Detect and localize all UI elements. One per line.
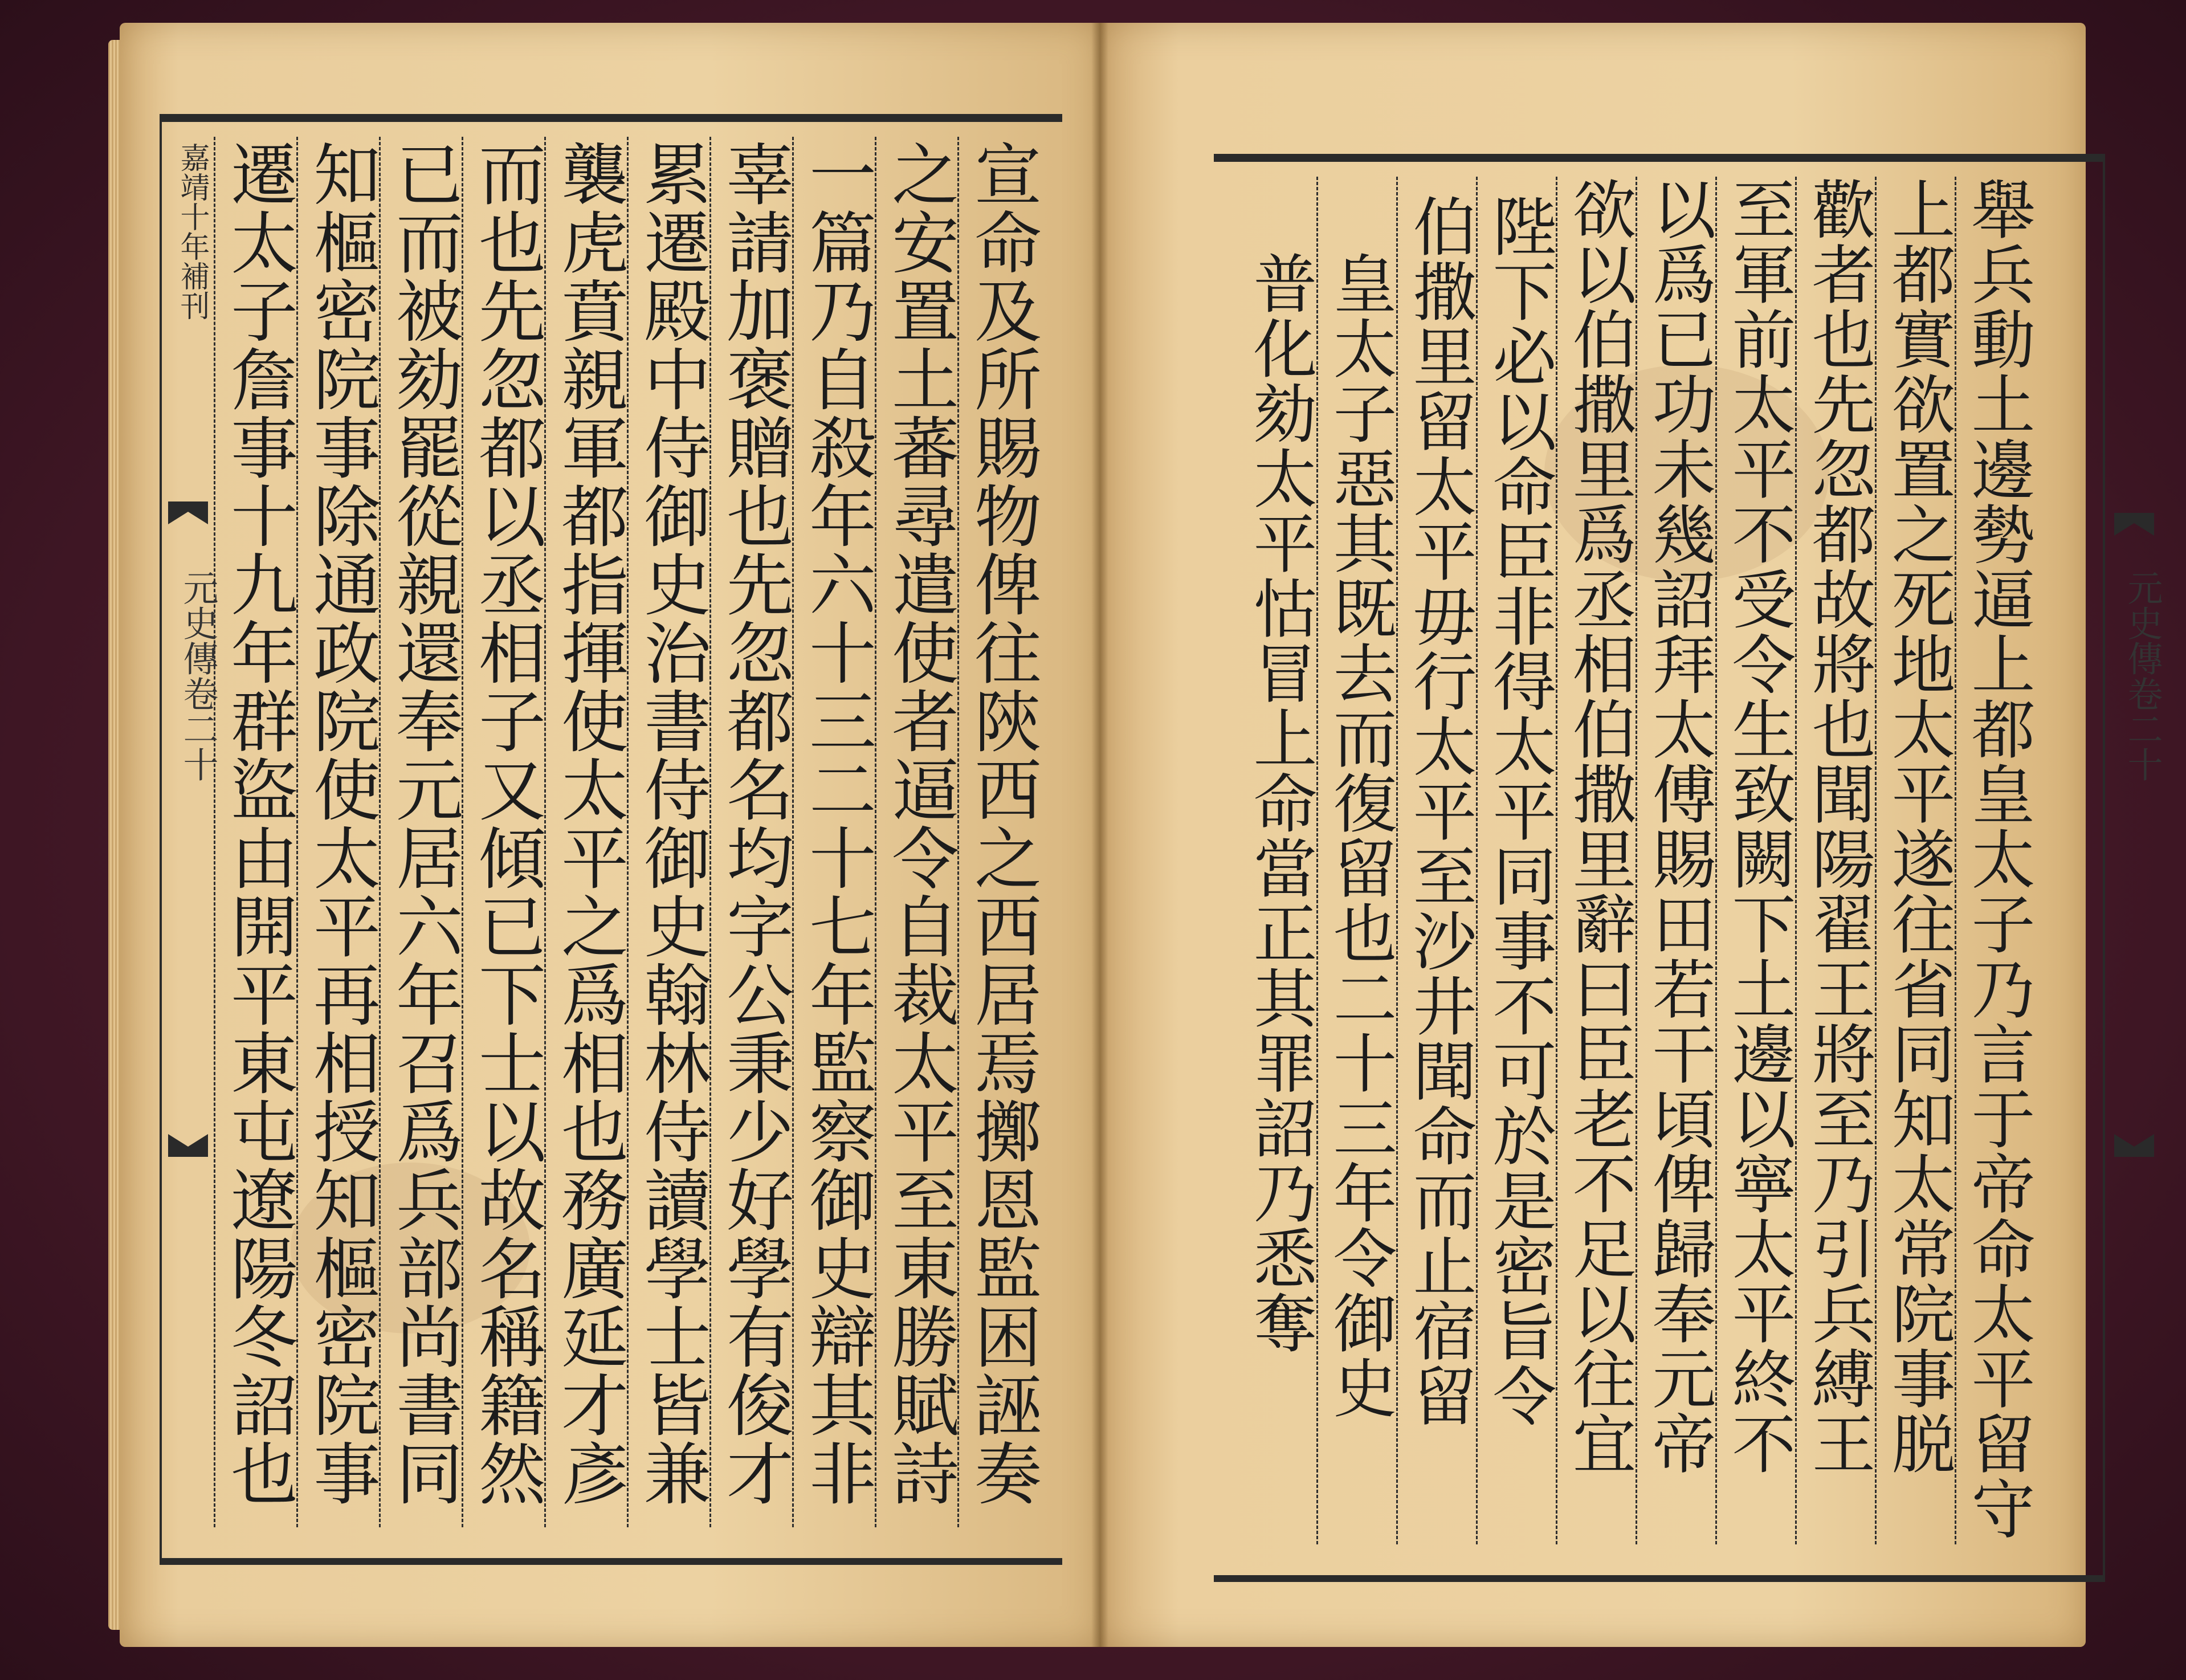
book-gutter	[1091, 23, 1108, 1647]
text-column: 歡者也先忽都故將也聞陽翟王將至乃引兵縛王	[1801, 177, 1875, 1476]
open-book	[120, 23, 2163, 1647]
text-column: 皇太子惡其既去而復留也二十三年令御史	[1323, 251, 1397, 1420]
text-column: 遷太子詹事十九年群盜由開平東屯遼陽冬詔也	[219, 140, 298, 1507]
text-column: 舉兵動土邊勢逼上都皇太子乃言于帝命太平留守	[1961, 177, 2035, 1541]
text-column: 已而被劾罷從親還奉元居六年召爲兵部尚書同	[385, 140, 463, 1507]
text-column: 一篇乃自殺年六十三二十七年監察御史辯其非	[798, 140, 876, 1507]
right-frame-label: 元史傳卷二十	[2122, 570, 2163, 782]
column-rule	[214, 137, 217, 1527]
text-column: 至軍前太平不受令生致闕下土邊以寧太平終不	[1722, 177, 1796, 1476]
text-column: 陛下必以命臣非得太平同事不可於是密旨令	[1482, 194, 1556, 1428]
left-frame-label: 元史傳卷二十	[177, 570, 219, 782]
text-column: 普化劾太平怙冒上命當正其罪詔乃悉奪	[1243, 251, 1317, 1355]
text-column: 上都實欲置之死地太平遂往省同知太常院事脱	[1881, 177, 1955, 1476]
text-column: 辜請加褒贈也先忽都名均字公秉少好學有俊才	[715, 140, 794, 1507]
text-column: 欲以伯撒里爲丞相伯撒里辭曰臣老不足以往宜	[1562, 177, 1636, 1476]
text-column: 知樞密院事除通政院使太平再相授知樞密院事	[302, 140, 381, 1507]
text-column: 之安置土蕃尋遣使者逼令自裁太平至東勝賦詩	[880, 140, 959, 1507]
text-column: 襲虎賁親軍都指揮使太平之爲相也務廣延才彥	[550, 140, 629, 1507]
left-margin-note: 嘉靖十年補刊	[175, 142, 209, 320]
text-column: 宣命及所賜物俾往陝西之西居焉擲恩監困誣奏	[963, 140, 1042, 1507]
text-column: 以爲已功未幾詔拜太傅賜田若干頃俾歸奉元帝	[1642, 177, 1716, 1476]
text-column: 累遷殿中侍御史治書侍御史翰林侍讀學士皆兼	[633, 140, 711, 1507]
text-column: 而也先忽都以丞相子又傾已下士以故名稱籍然	[467, 140, 546, 1507]
text-column: 伯撒里留太平毋行太平至沙井聞命而止宿留	[1402, 194, 1477, 1428]
